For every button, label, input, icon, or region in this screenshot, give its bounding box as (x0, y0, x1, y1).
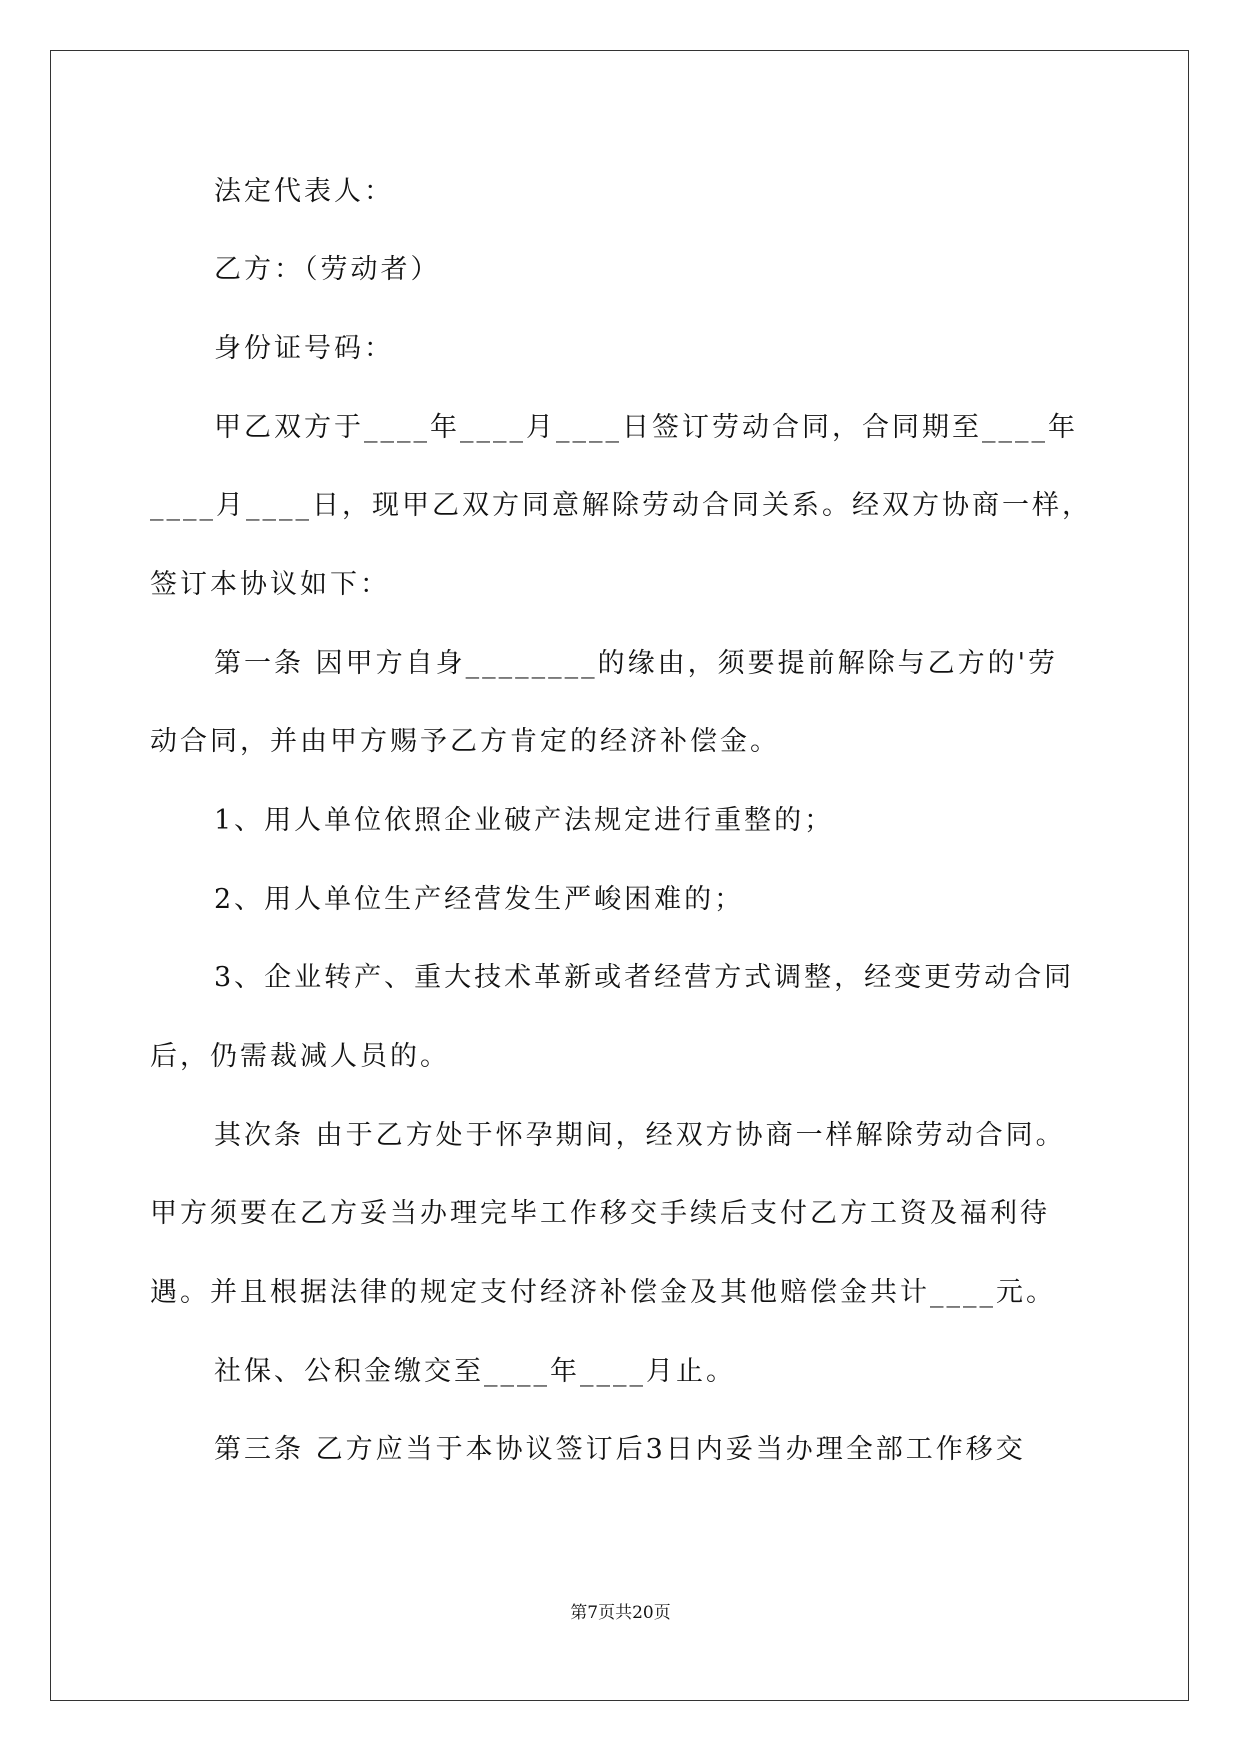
article-2-line: 其次条 由于乙方处于怀孕期间，经双方协商一样解除劳动合同。 (214, 1120, 1066, 1151)
party-b-line: 乙方：（劳动者） (214, 254, 441, 285)
list-item-2: 2、用人单位生产经营发生严峻困难的； (214, 884, 745, 915)
page-total: 共20页 (615, 1603, 671, 1623)
page-number: 第7页 (570, 1603, 616, 1623)
legal-representative-line: 法定代表人： (214, 176, 394, 207)
article-3-line: 第三条 乙方应当于本协议签订后3日内妥当办理全部工作移交 (214, 1434, 1026, 1465)
article-1-line: 第一条 因甲方自身________的缘由，须要提前解除与乙方的'劳 (214, 648, 1059, 679)
list-item-3-cont: 后，仍需裁减人员的。 (150, 1041, 450, 1072)
article-2-line: 遇。并且根据法律的规定支付经济补偿金及其他赔偿金共计____元。 (150, 1277, 1056, 1308)
paragraph-line: 签订本协议如下： (150, 569, 390, 600)
article-2-line: 甲方须要在乙方妥当办理完毕工作移交手续后支付乙方工资及福利待 (150, 1198, 1050, 1229)
social-security-line: 社保、公积金缴交至____年____月止。 (214, 1356, 736, 1387)
id-number-line: 身份证号码： (214, 333, 394, 364)
list-item-1: 1、用人单位依照企业破产法规定进行重整的； (214, 805, 835, 836)
list-item-3: 3、企业转产、重大技术革新或者经营方式调整，经变更劳动合同 (214, 962, 1075, 993)
paragraph-line: 甲乙双方于____年____月____日签订劳动合同，合同期至____年 (214, 412, 1078, 443)
article-1-line: 动合同，并由甲方赐予乙方肯定的经济补偿金。 (150, 726, 780, 757)
page-footer (0, 1601, 1241, 1625)
paragraph-line: ____月____日，现甲乙双方同意解除劳动合同关系。经双方协商一样， (150, 490, 1092, 521)
